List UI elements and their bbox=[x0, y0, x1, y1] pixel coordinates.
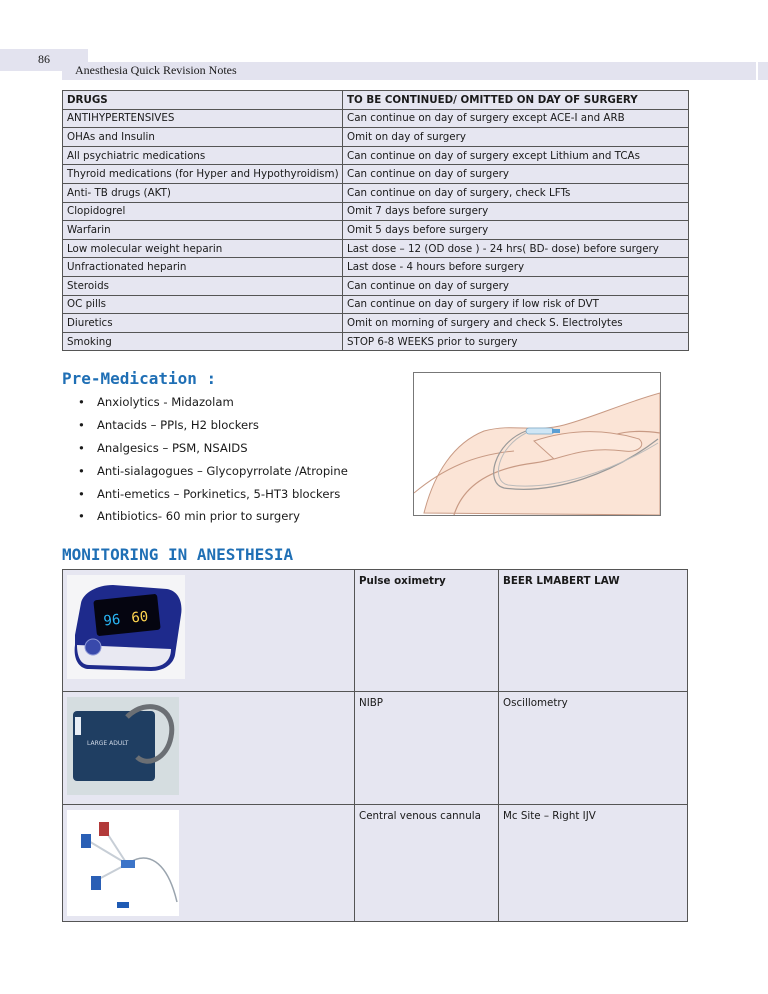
oximeter-pulse-reading: 60 bbox=[130, 608, 149, 627]
monitoring-table bbox=[62, 569, 688, 922]
drug-cell: Anti- TB drugs (AKT) bbox=[63, 183, 343, 202]
table-row bbox=[63, 146, 689, 165]
premedication-heading: Pre-Medication : bbox=[62, 369, 217, 388]
table-row bbox=[63, 692, 688, 805]
list-item: • Anxiolytics - Midazolam bbox=[78, 395, 348, 418]
table-row bbox=[63, 128, 689, 147]
table-row bbox=[63, 276, 689, 295]
list-item: • Antibiotics- 60 min prior to surgery bbox=[78, 509, 348, 532]
instruction-cell: Omit 5 days before surgery bbox=[343, 221, 689, 240]
table-header-row bbox=[63, 91, 689, 110]
drug-cell: Clopidogrel bbox=[63, 202, 343, 221]
oximeter-spo2-reading: 96 bbox=[102, 611, 122, 630]
table-row bbox=[63, 165, 689, 184]
premedication-list bbox=[78, 395, 348, 532]
drug-cell: Thyroid medications (for Hyper and Hypothyroidism) bbox=[63, 165, 343, 184]
table-row bbox=[63, 109, 689, 128]
instruction-cell: Can continue on day of surgery except Lithium and TCAs bbox=[343, 146, 689, 165]
device-cell: NIBP bbox=[355, 692, 499, 805]
instruction-cell: Can continue on day of surgery, check LFTs bbox=[343, 183, 689, 202]
drug-cell: Low molecular weight heparin bbox=[63, 239, 343, 258]
nibp-cuff-image bbox=[67, 697, 179, 795]
table-row bbox=[63, 805, 688, 922]
drug-cell: All psychiatric medications bbox=[63, 146, 343, 165]
table-row bbox=[63, 239, 689, 258]
cuff-size-label: LARGE ADULT bbox=[87, 740, 129, 747]
instruction-cell: Last dose - 4 hours before surgery bbox=[343, 258, 689, 277]
list-item: • Anti-sialagogues – Glycopyrrolate /Atropine bbox=[78, 464, 348, 487]
running-header-title: Anesthesia Quick Revision Notes bbox=[75, 63, 237, 77]
drug-cell: OC pills bbox=[63, 295, 343, 314]
instruction-cell: Can continue on day of surgery bbox=[343, 165, 689, 184]
drug-continuation-table bbox=[62, 90, 689, 351]
principle-cell: Mc Site – Right IJV bbox=[499, 805, 688, 922]
drug-cell: Unfractionated heparin bbox=[63, 258, 343, 277]
instruction-cell: Omit on morning of surgery and check S. Electrolytes bbox=[343, 314, 689, 333]
drug-cell: Warfarin bbox=[63, 221, 343, 240]
monitoring-heading: MONITORING IN ANESTHESIA bbox=[62, 545, 294, 564]
instruction-cell: Can continue on day of surgery if low risk of DVT bbox=[343, 295, 689, 314]
device-cell: Central venous cannula bbox=[355, 805, 499, 922]
column-header-drugs: DRUGS bbox=[63, 91, 343, 110]
table-row bbox=[63, 258, 689, 277]
instruction-cell: Omit 7 days before surgery bbox=[343, 202, 689, 221]
list-item: • Analgesics – PSM, NSAIDS bbox=[78, 441, 348, 464]
instruction-cell: STOP 6-8 WEEKS prior to surgery bbox=[343, 332, 689, 351]
principle-cell: BEER LMABERT LAW bbox=[499, 570, 688, 692]
instruction-cell: Can continue on day of surgery bbox=[343, 276, 689, 295]
table-row bbox=[63, 221, 689, 240]
table-row bbox=[63, 183, 689, 202]
table-row bbox=[63, 570, 688, 692]
iv-cannulation-illustration bbox=[413, 372, 661, 516]
list-item: • Antacids – PPIs, H2 blockers bbox=[78, 418, 348, 441]
list-item: • Anti-emetics – Porkinetics, 5-HT3 blockers bbox=[78, 487, 348, 510]
table-row bbox=[63, 332, 689, 351]
table-row bbox=[63, 295, 689, 314]
drug-cell: OHAs and Insulin bbox=[63, 128, 343, 147]
page-number: 86 bbox=[38, 52, 50, 66]
instruction-cell: Last dose – 12 (OD dose ) - 24 hrs( BD- dose) before surgery bbox=[343, 239, 689, 258]
drug-cell: Steroids bbox=[63, 276, 343, 295]
pulse-oximeter-image bbox=[67, 575, 185, 679]
instruction-cell: Omit on day of surgery bbox=[343, 128, 689, 147]
instruction-cell: Can continue on day of surgery except ACE-I and ARB bbox=[343, 109, 689, 128]
drug-cell: Diuretics bbox=[63, 314, 343, 333]
table-row bbox=[63, 202, 689, 221]
principle-cell: Oscillometry bbox=[499, 692, 688, 805]
column-header-instruction: TO BE CONTINUED/ OMITTED ON DAY OF SURGERY bbox=[343, 91, 689, 110]
header-edge-tab bbox=[758, 62, 768, 80]
drug-cell: ANTIHYPERTENSIVES bbox=[63, 109, 343, 128]
table-row bbox=[63, 314, 689, 333]
central-venous-catheter-image bbox=[67, 810, 179, 916]
drug-cell: Smoking bbox=[63, 332, 343, 351]
device-cell: Pulse oximetry bbox=[355, 570, 499, 692]
